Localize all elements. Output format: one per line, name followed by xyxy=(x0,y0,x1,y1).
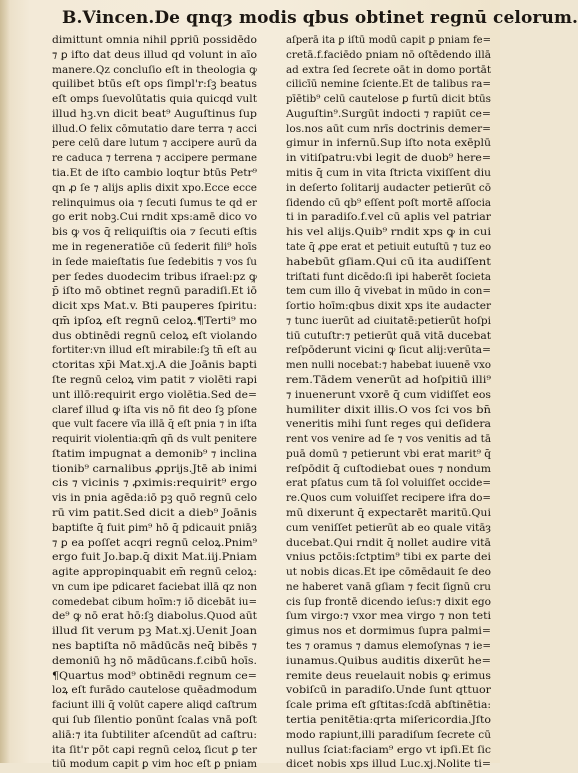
right-column-line: modo rapiunt,illi paradiſum ſecrete cū xyxy=(286,729,491,741)
left-column-line: illud ſit verum pꝫ Mat.xj.Uenit Joan xyxy=(52,626,257,638)
left-column-line: p̄ iſto mō obtinet regnū paradiſi.Et iō xyxy=(52,286,257,298)
left-column-line: qm̄ ipſoꝝ eſt regnū celoꝝ.¶Terti⁹ mo xyxy=(52,315,257,327)
right-column-line: habebūt gſiam.Qui cū ita audiſſent xyxy=(286,256,491,268)
right-column-line: tiū cutuſtr:⁊ petierūt quā vitā ducebat xyxy=(286,330,491,342)
right-column-line: ti in paradiſo.f.vel cū aplis vel patriar xyxy=(286,212,491,224)
right-column-line: ſortio hoīm:qbus dixit xps ite audacter xyxy=(286,301,491,313)
left-column-line: ¶Quartus mod⁹ obtinēdi regnum ce= xyxy=(52,670,257,682)
right-column-line: reſpōderunt vicini ꝙ ſicut alij:verūta= xyxy=(286,345,491,357)
right-column-line: re.Quos cum voluiſſet recipere ifra do= xyxy=(286,493,491,505)
left-column-line: re caduca ⁊ terrena ⁊ accipere permane xyxy=(52,153,257,165)
right-column-line: gimur in infernū.Sup iſto nota exēplū xyxy=(286,138,491,150)
right-column-line: Auguſtin⁹.Surgūt indocti ⁊ rapiūt ce= xyxy=(286,108,491,120)
right-column-line: ſidendo cū qb⁹ eſſent poſt mortē aſſocia xyxy=(286,197,491,209)
right-column-line: cum veniſſet petierūt ab eo quale vitāȝ xyxy=(286,522,491,534)
left-column-line: illud hꝫ.vn dicit beat⁹ Auguſtinus ſup xyxy=(52,108,257,120)
left-column-line: ſte regnū celoꝝ vim patit ⁊ violēti rapi xyxy=(52,374,257,386)
right-column-line: aſperā ita ꝑ iſtū modū capit ꝑ pniam fe= xyxy=(286,35,491,46)
right-column-line: mū dixerunt q̄ expectarēt maritū.Qui xyxy=(286,508,491,519)
right-column-line: in vitiſpatru:vbi legit de duob⁹ here= xyxy=(286,153,491,165)
left-column-line: nes baptiſta nō mādūcās neq̄ bibēs ⁊ xyxy=(52,641,257,653)
running-title: B.Vincen.De qnqȝ modis qbus obtinet regnū celorum. xyxy=(62,8,578,28)
right-column-line: cis ſup frontē dicendo ieſus:⁊ dixit ego xyxy=(286,596,491,608)
left-column-line: tiū modum capit ꝑ vim hoc eſt ꝑ pniam xyxy=(52,759,257,771)
right-column-line: veneritis mihi ſunt reges qui deſidera xyxy=(286,419,491,431)
right-column-line: erat pſatus cum tā ſol voluiſſet occide= xyxy=(286,478,491,490)
left-column-line: per ſedes duodecim tribus iſrael:pz ꝙ xyxy=(52,271,257,283)
right-column-line: cretā.f.faciēdo pniam nō oſtēdendo illā xyxy=(286,49,491,61)
left-column-line: rū vim patit.Sed dicit a dieb⁹ Joānis xyxy=(52,508,257,519)
left-column-line: requirit violentia:qm̄ qn̄ ds vult penitere xyxy=(52,434,257,446)
right-column-line: triſtati funt dicēdo:ſi ipi haberēt ſocieta xyxy=(286,271,491,283)
left-column-line: aliā:⁊ ita ſubtiliter aſcendūt ad caſtru: xyxy=(52,729,257,741)
right-column-line: pīētib⁹ celū cautelose ꝑ furtū dicit btūs xyxy=(286,94,491,106)
left-column-line: claref illud ꝙ iſta vis nō fit deo ſꝫ pſone xyxy=(52,404,257,416)
left-column-line: quilibet btūs eſt ops ſimpl'r:ſꝫ beatus xyxy=(52,79,257,91)
right-column-line: gimus nos et dormimus ſupra palmi= xyxy=(286,626,491,638)
right-column-line: los.nos aūt cum nrīs doctrinis demer= xyxy=(286,123,491,135)
left-column-line: qn ꝓ ſe ⁊ alijs aplis dixit xpo.Ecce ecce xyxy=(52,182,257,194)
right-column-line: tem cum illo q̄ vivebat in mūdo in con= xyxy=(286,286,491,298)
left-column-line: tionib⁹ carnalibus ꝓprijs.Jtē ab inimi xyxy=(52,463,257,475)
right-column-line: puā domū ⁊ petierunt vbi erat marit⁹ q̄ xyxy=(286,448,491,460)
left-column-line: dicit xps Mat.v. Bti pauperes ſpiritu: xyxy=(52,301,257,313)
left-column-line: loꝝ eſt furādo cautelose quēadmodum xyxy=(52,685,257,697)
right-column-line: dicet nobis xps illud Luc.xj.Nolite ti= xyxy=(286,759,491,771)
left-column-line: relinquimus oia ⁊ ſecuti ſumus te qd er xyxy=(52,197,257,209)
left-column-line: tia.Et de iſto cambio loqtur btūs Petr⁹ xyxy=(52,168,257,180)
left-column-line: in ſede maieſtatis ſue ſedebitis ⁊ vos ſu xyxy=(52,256,257,268)
left-column-line: manere.Qz concluſio eſt in theologia ꝙ xyxy=(52,64,257,76)
left-column-line: demoniū hꝫ nō mādūcans.f.cibū hoīs. xyxy=(52,655,257,667)
left-column-line: fortiter:vn illud eſt mirabile:ſꝫ tn̄ eſt au xyxy=(52,345,257,357)
right-column-line: mitis q̄ cum in vita ſtricta vixiſſent diu xyxy=(286,168,491,180)
right-column-line: reſpōdit q̄ cuſtodiebat oues ⁊ nondum xyxy=(286,463,491,475)
left-column-line: dimittunt omnia nihil ꝑpriū possidēdo xyxy=(52,35,257,46)
left-column-line: baptiſte q̄ fuit ꝑim⁹ hō q̄ pdicauit pniāȝ xyxy=(52,522,257,534)
gutter-shadow xyxy=(0,0,10,763)
left-column-line: eſt omps ſuevolūtatis quia quicqd vult xyxy=(52,94,257,106)
left-column-line: agite appropinquabit em̄ regnū celoꝝ: xyxy=(52,567,257,579)
left-column-line: que vult facere vīa illā q̄ eſt pnia ⁊ in iſta xyxy=(52,419,257,431)
left-column-line: illud.O felix cōmutatio dare terra ⁊ acci xyxy=(52,123,257,135)
right-column-line: ne haberet vanā gſiam ⁊ fecit ſignū cru xyxy=(286,581,491,593)
right-column-line: ad extra ſed ſecrete oāt in domo portāt xyxy=(286,64,491,76)
right-column-line: iunamus.Quibus auditis dixerūt he= xyxy=(286,655,491,667)
left-column-line: go erit nobꝫ.Cui rndit xps:amē dico vo xyxy=(52,212,257,224)
right-column-line: his vel alijs.Quib⁹ rndit xps ꝙ in cui xyxy=(286,227,491,239)
left-column-line: qui ſub ſilentio ponūnt ſcalas vnā poſt xyxy=(52,714,257,726)
left-column-line: faciunt illi q̄ volūt capere aliqd caſtrum xyxy=(52,700,257,712)
right-column-line: ducebat.Qui rndit q̄ nollet audire vitā xyxy=(286,537,491,549)
right-column-line: vobiſcū in paradiſo.Unde ſunt qttuor xyxy=(286,685,491,697)
left-column-line: vis in pnia agēda:iō pꝫ quō regnū celo xyxy=(52,493,257,505)
left-column-line: vn cum ipe pdicaret faciebat illā qz non xyxy=(52,581,257,593)
right-column-line: tate q̄ ꝓpe erat et petiuit eutuſtū ⁊ tuz eo xyxy=(286,241,491,253)
left-column-line: comedebat cibum hoīm:⁊ iō dicebāt iu= xyxy=(52,596,257,608)
left-column-line: ita ſit'r pōt capi regnū celoꝝ ſicut ꝑ ter xyxy=(52,744,257,756)
left-text-column xyxy=(52,34,257,771)
left-column-line: unt illō:requirit ergo violētia.Sed de= xyxy=(52,389,257,401)
right-column-line: remite deus reuelauit nobis ꝙ erimus xyxy=(286,670,491,682)
left-column-line: dus obtinēdi regnū celoꝝ eſt violando xyxy=(52,330,257,342)
right-column-line: tertia penitētia:qrta miſericordia.Jſto xyxy=(286,714,491,726)
left-column-line: cis ⁊ vicinis ⁊ ꝓximis:requirit⁹ ergo xyxy=(52,478,257,490)
right-column-line: rent vos venire ad ſe ⁊ vos venitis ad tā xyxy=(286,434,491,446)
right-text-column xyxy=(286,34,491,771)
right-column-line: men nulli nocebat:⁊ habebat iuuenē vxo xyxy=(286,360,491,372)
left-column-line: ergo fuit Jo.bap.q̄ dixit Mat.iij.Pniam xyxy=(52,552,257,564)
right-column-line: ſum virgo:⁊ vxor mea virgo ⁊ non teti xyxy=(286,611,491,623)
left-column-line: pere celū dare lutum ⁊ accipere aurū da xyxy=(52,138,257,150)
right-column-line: nullus ſciat:faciam⁹ ergo vt ipſi.Et ſic xyxy=(286,744,491,756)
right-column-line: in deſerto ſolitarij audacter petierūt cō xyxy=(286,182,491,194)
right-column-line: cilicīū nemine ſciente.Et de talibus ra= xyxy=(286,79,491,91)
left-column-line: ⁊ ꝑ ea poſſet acqri regnū celoꝝ.Pnim⁹ xyxy=(52,537,257,549)
right-column-line: rem.Tādem venerūt ad hoſpitiū illi⁹ xyxy=(286,374,491,386)
right-column-line: humiliter dixit illis.O vos ſci vos bn̄ xyxy=(286,404,491,416)
left-column-line: bis ꝙ vos q̄ reliquiſtis oia ⁊ ſecuti eſtis xyxy=(52,227,257,239)
right-column-line: ſcale prima eſt gſtitas:ſcdā abſtinētia: xyxy=(286,700,491,712)
left-column-line: me in regeneratiōe cū ſederit fili⁹ hoīs xyxy=(52,241,257,253)
left-column-line: ſtatim impugnat a demonib⁹ ⁊ inclina xyxy=(52,448,257,460)
left-column-line: de⁹ ꝙ nō erat hō:ſꝫ diabolus.Quod aūt xyxy=(52,611,257,623)
right-column-line: ⁊ tunc iuerūt ad ciuitatē:petierūt hoſpi xyxy=(286,315,491,327)
right-column-line: vnius pctōis:ſctptim⁹ tibi ex parte dei xyxy=(286,552,491,564)
left-column-line: ctoritas xp̄i Mat.xj.A die Joānis bapti xyxy=(52,360,257,372)
left-column-line: ⁊ ꝑ ifto dat deus illud qd volunt in aīo xyxy=(52,49,257,61)
right-column-line: ⁊ inuenerunt vxorē q̄ cum vidiſſet eos xyxy=(286,389,491,401)
right-column-line: ut nobis dicas.Et ipe cōmēdauit ſe deo xyxy=(286,567,491,579)
right-column-line: tes ⁊ oramus ⁊ damus elemoſynas ⁊ ie= xyxy=(286,641,491,653)
